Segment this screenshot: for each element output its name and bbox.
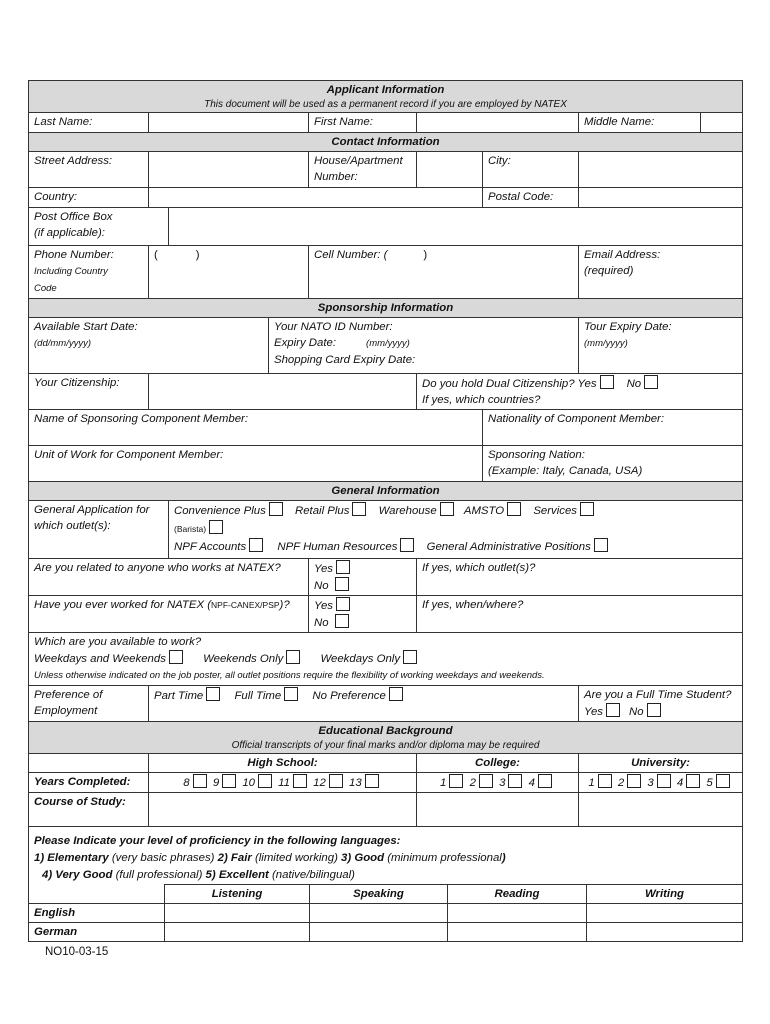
german-writing-field[interactable] <box>587 923 743 942</box>
dual-citizenship-label: Do you hold Dual Citizenship? Yes <box>422 378 597 390</box>
worked-yes-label: Yes <box>314 600 333 612</box>
col-speaking: Speaking <box>310 885 448 904</box>
applicant-subtitle: This document will be used as a permanent record if you are employed by NATEX <box>204 99 567 110</box>
education-blank <box>29 754 149 773</box>
college-year-checkbox[interactable] <box>449 774 463 788</box>
uni-year-checkbox[interactable] <box>716 774 730 788</box>
unit-cell[interactable] <box>29 446 483 482</box>
related-yes-no <box>309 559 417 596</box>
college-year-checkbox[interactable] <box>479 774 493 788</box>
tour-expiry-format: (mm/yyyy) <box>584 338 628 349</box>
german-listening-field[interactable] <box>165 923 310 942</box>
sponsorship-title: Sponsorship Information <box>29 299 743 318</box>
retail-plus-label: Retail Plus <box>295 505 350 517</box>
hs-year-checkbox[interactable] <box>329 774 343 788</box>
sponsorship-header-row <box>29 299 743 318</box>
hs-year-checkbox[interactable] <box>293 774 307 788</box>
preference-label <box>29 686 149 722</box>
student-question: Are you a Full Time Student? <box>584 689 732 701</box>
college-year-checkbox[interactable] <box>538 774 552 788</box>
form-table <box>28 80 743 885</box>
start-date-label: Available Start Date: <box>34 321 138 333</box>
first-name-field[interactable] <box>417 113 579 133</box>
application-label-1: General Application for <box>34 504 150 516</box>
warehouse-label: Warehouse <box>378 505 437 517</box>
hs-year-label: 9 <box>212 777 220 789</box>
student-no-label: No <box>629 706 644 718</box>
language-german: German <box>29 923 165 942</box>
college-year-label: 3 <box>499 777 506 789</box>
worked-no-checkbox[interactable] <box>335 614 349 628</box>
course-row <box>29 793 743 827</box>
education-subtitle: Official transcripts of your final marks and/or diploma may be required <box>231 740 540 751</box>
barista-label: (Barista) <box>174 524 207 534</box>
pobox-field[interactable] <box>169 208 743 246</box>
uni-year-checkbox[interactable] <box>598 774 612 788</box>
uni-year-checkbox[interactable] <box>686 774 700 788</box>
nato-id-label: Your NATO ID Number: <box>274 321 393 333</box>
phone-row <box>29 246 743 299</box>
college-years <box>417 773 579 793</box>
university-label: University: <box>579 754 743 773</box>
english-listening-field[interactable] <box>165 904 310 923</box>
sponsoring-nation-label: Sponsoring Nation: <box>488 449 585 461</box>
applicant-header-row <box>29 81 743 113</box>
education-header-row <box>29 722 743 754</box>
pobox-row <box>29 208 743 246</box>
amsto-checkbox[interactable] <box>507 502 521 516</box>
email-field[interactable] <box>579 246 743 299</box>
part-time-checkbox[interactable] <box>206 687 220 701</box>
address-row <box>29 152 743 188</box>
last-name-label: Last Name: <box>29 113 149 133</box>
course-label: Course of Study: <box>29 793 149 827</box>
email-required: (required) <box>584 265 634 277</box>
hs-year-label: 13 <box>349 777 362 789</box>
services-label: Services <box>533 505 577 517</box>
phone-paren-close: ) <box>195 249 200 261</box>
languages-intro: Please Indicate your level of proficiency in the following languages: <box>34 835 401 847</box>
preference-label-2: Employment <box>34 705 98 717</box>
related-yes-checkbox[interactable] <box>336 560 350 574</box>
level-5-desc: (native/bilingual) <box>268 869 355 881</box>
outlet-options <box>169 501 743 559</box>
related-no-checkbox[interactable] <box>335 577 349 591</box>
sponsor-name-label: Name of Sponsoring Component Member: <box>34 413 248 425</box>
phone-label-text: Phone Number: <box>34 249 114 261</box>
house-label-1: House/Apartment <box>314 155 403 167</box>
no-preference-checkbox[interactable] <box>389 687 403 701</box>
worked-row <box>29 596 743 633</box>
related-no-label: No <box>314 580 329 592</box>
years-completed-label: Years Completed: <box>29 773 149 793</box>
services-checkbox[interactable] <box>580 502 594 516</box>
nationality-label: Nationality of Component Member: <box>488 413 665 425</box>
unless-note: Unless otherwise indicated on the job poster, all outlet positions require the flexibility of working weekdays and weekends. <box>34 670 545 681</box>
part-time-label: Part Time <box>154 690 204 702</box>
cell-field[interactable] <box>309 246 579 299</box>
name-row <box>29 113 743 133</box>
worked-q-end: )? <box>279 599 290 611</box>
level-1-desc: (very basic phrases) <box>108 852 218 864</box>
german-reading-field[interactable] <box>448 923 587 942</box>
uni-year-label: 5 <box>706 777 713 789</box>
related-which-label: If yes, which outlet(s)? <box>422 562 536 574</box>
application-label-2: which outlet(s): <box>34 520 111 532</box>
convenience-plus-label: Convenience Plus <box>174 505 266 517</box>
worked-when-label: If yes, when/where? <box>422 599 524 611</box>
level-4-desc: (full professional) <box>112 869 206 881</box>
student-yes-label: Yes <box>584 706 603 718</box>
full-time-label: Full Time <box>234 690 282 702</box>
general-header-row <box>29 482 743 501</box>
years-row <box>29 773 743 793</box>
level-3: 3) Good <box>341 852 385 864</box>
postal-code-label: Postal Code: <box>483 188 579 208</box>
dual-yes-checkbox[interactable] <box>600 375 614 389</box>
uni-year-label: 2 <box>617 777 625 789</box>
languages-intro-cell <box>29 827 743 886</box>
sponsor-name-row <box>29 410 743 446</box>
col-writing: Writing <box>587 885 743 904</box>
preference-options <box>149 686 579 722</box>
country-field[interactable] <box>149 188 483 208</box>
weekdays-only-label: Weekdays Only <box>320 653 401 665</box>
weekdays-weekends-label: Weekdays and Weekends <box>34 653 166 665</box>
first-name-label: First Name: <box>309 113 417 133</box>
hs-year-label: 10 <box>242 777 255 789</box>
pobox-label <box>29 208 169 246</box>
hs-year-label: 11 <box>278 777 290 789</box>
level-4: 4) Very Good <box>42 869 113 881</box>
college-year-label: 1 <box>440 777 447 789</box>
start-date-format: (dd/mm/yyyy) <box>34 338 91 349</box>
phone-field[interactable] <box>149 246 309 299</box>
pobox-label-2: (if applicable): <box>34 227 105 239</box>
col-listening: Listening <box>165 885 310 904</box>
applicant-title: Applicant Information <box>326 84 445 96</box>
barista-checkbox[interactable] <box>209 520 223 534</box>
last-name-field[interactable] <box>149 113 309 133</box>
college-course-field[interactable] <box>417 793 579 827</box>
hs-course-field[interactable] <box>149 793 417 827</box>
form-code: NO10-03-15 <box>45 946 109 958</box>
related-row <box>29 559 743 596</box>
unit-label: Unit of Work for Component Member: <box>34 449 224 461</box>
hs-years <box>149 773 417 793</box>
nation-example: (Example: Italy, Canada, USA) <box>488 465 643 477</box>
hs-year-checkbox[interactable] <box>193 774 207 788</box>
weekdays-only-checkbox[interactable] <box>403 650 417 664</box>
postal-code-field[interactable] <box>579 188 743 208</box>
start-date-cell[interactable] <box>29 318 269 374</box>
contact-title: Contact Information <box>29 133 743 152</box>
house-label-2: Number: <box>314 171 358 183</box>
college-label: College: <box>417 754 579 773</box>
uni-course-field[interactable] <box>579 793 743 827</box>
pobox-label-1: Post Office Box <box>34 211 113 223</box>
nationality-cell[interactable] <box>483 410 743 446</box>
preference-label-1: Preference of <box>34 689 103 701</box>
languages-intro-row <box>29 827 743 886</box>
language-row-english <box>29 904 743 923</box>
sponsoring-nation-cell[interactable] <box>483 446 743 482</box>
student-no-checkbox[interactable] <box>647 703 661 717</box>
german-speaking-field[interactable] <box>310 923 448 942</box>
language-row-german <box>29 923 743 942</box>
city-label: City: <box>483 152 579 188</box>
worked-yes-no <box>309 596 417 633</box>
warehouse-checkbox[interactable] <box>440 502 454 516</box>
phone-label <box>29 246 149 299</box>
hs-year-checkbox[interactable] <box>222 774 236 788</box>
weekends-only-checkbox[interactable] <box>286 650 300 664</box>
weekends-only-label: Weekends Only <box>203 653 284 665</box>
gen-admin-checkbox[interactable] <box>594 538 608 552</box>
high-school-label: High School: <box>149 754 417 773</box>
dual-no-checkbox[interactable] <box>644 375 658 389</box>
student-cell <box>579 686 743 722</box>
gen-admin-label: General Administrative Positions <box>426 541 591 553</box>
which-countries-label: If yes, which countries? <box>422 394 541 406</box>
middle-name-field[interactable] <box>701 113 743 133</box>
worked-no-label: No <box>314 617 329 629</box>
outlet-row <box>29 501 743 559</box>
level-3-close: ) <box>501 852 506 864</box>
citizenship-label: Your Citizenship: <box>29 374 149 410</box>
uni-year-label: 1 <box>588 777 595 789</box>
language-corner <box>29 885 165 904</box>
education-section-header <box>29 722 743 754</box>
shopping-card-label: Shopping Card Expiry Date: <box>274 354 416 366</box>
nato-id-cell[interactable] <box>269 318 579 374</box>
no-preference-label: No Preference <box>312 690 386 702</box>
expiry-label: Expiry Date: <box>274 337 337 349</box>
weekdays-weekends-checkbox[interactable] <box>169 650 183 664</box>
tour-expiry-label: Tour Expiry Date: <box>584 321 672 333</box>
phone-paren-open: ( <box>154 249 158 261</box>
uni-years <box>579 773 743 793</box>
worked-yes-checkbox[interactable] <box>336 597 350 611</box>
level-5: 5) Excellent <box>205 869 269 881</box>
level-3-desc: (minimum professional <box>384 852 502 864</box>
citizenship-field[interactable] <box>149 374 417 410</box>
phone-note-1: Including Country <box>34 266 108 277</box>
worked-question <box>29 596 309 633</box>
application-form <box>28 80 742 942</box>
application-label <box>29 501 169 559</box>
worked-q-text: Have you ever worked for NATEX ( <box>34 599 212 611</box>
phone-note-2: Code <box>34 283 57 294</box>
english-writing-field[interactable] <box>587 904 743 923</box>
level-1: 1) Elementary <box>34 852 109 864</box>
availability-question: Which are you available to work? <box>34 636 202 648</box>
hs-year-label: 8 <box>183 777 190 789</box>
education-title: Educational Background <box>318 725 453 737</box>
convenience-plus-checkbox[interactable] <box>269 502 283 516</box>
city-field[interactable] <box>579 152 743 188</box>
general-title: General Information <box>29 482 743 501</box>
related-yes-label: Yes <box>314 563 333 575</box>
education-levels-row <box>29 754 743 773</box>
student-yes-checkbox[interactable] <box>606 703 620 717</box>
hs-year-label: 12 <box>313 777 326 789</box>
hs-year-checkbox[interactable] <box>365 774 379 788</box>
contact-header-row <box>29 133 743 152</box>
related-question: Are you related to anyone who works at NATEX? <box>29 559 309 596</box>
cell-paren-close: ) <box>423 249 428 261</box>
house-number-field[interactable] <box>417 152 483 188</box>
worked-q-small: NPF-CANEX/PSP <box>211 600 280 610</box>
hs-year-checkbox[interactable] <box>258 774 272 788</box>
college-year-checkbox[interactable] <box>508 774 522 788</box>
unit-row <box>29 446 743 482</box>
npf-accounts-checkbox[interactable] <box>249 538 263 552</box>
expiry-format: (mm/yyyy) <box>366 338 410 349</box>
availability-cell <box>29 633 743 686</box>
level-2: 2) Fair <box>217 852 252 864</box>
college-year-label: 4 <box>528 777 535 789</box>
cell-label: Cell Number: ( <box>314 249 388 261</box>
full-time-checkbox[interactable] <box>284 687 298 701</box>
uni-year-label: 4 <box>676 777 684 789</box>
house-number-label <box>309 152 417 188</box>
dual-citizenship-cell <box>417 374 743 410</box>
dates-row <box>29 318 743 374</box>
related-which-cell[interactable] <box>417 559 743 596</box>
preference-row <box>29 686 743 722</box>
middle-name-label: Middle Name: <box>579 113 701 133</box>
tour-expiry-cell[interactable] <box>579 318 743 374</box>
email-label: Email Address: <box>584 249 661 261</box>
english-speaking-field[interactable] <box>310 904 448 923</box>
college-year-label: 2 <box>469 777 476 789</box>
npf-hr-checkbox[interactable] <box>400 538 414 552</box>
uni-year-checkbox[interactable] <box>657 774 671 788</box>
col-reading: Reading <box>448 885 587 904</box>
language-english: English <box>29 904 165 923</box>
level-2-desc: (limited working) <box>251 852 342 864</box>
retail-plus-checkbox[interactable] <box>352 502 366 516</box>
dual-no-label: No <box>626 378 642 390</box>
street-address-field[interactable] <box>149 152 309 188</box>
citizenship-row <box>29 374 743 410</box>
amsto-label: AMSTO <box>463 505 505 517</box>
sponsor-name-cell[interactable] <box>29 410 483 446</box>
uni-year-label: 3 <box>647 777 654 789</box>
worked-when-cell[interactable] <box>417 596 743 633</box>
english-reading-field[interactable] <box>448 904 587 923</box>
language-header-row <box>29 885 743 904</box>
uni-year-checkbox[interactable] <box>627 774 641 788</box>
country-row <box>29 188 743 208</box>
npf-hr-label: NPF Human Resources <box>277 541 398 553</box>
applicant-section-header <box>29 81 743 113</box>
npf-accounts-label: NPF Accounts <box>174 541 247 553</box>
street-address-label: Street Address: <box>29 152 149 188</box>
availability-row <box>29 633 743 686</box>
language-table <box>28 884 743 942</box>
country-label: Country: <box>29 188 149 208</box>
